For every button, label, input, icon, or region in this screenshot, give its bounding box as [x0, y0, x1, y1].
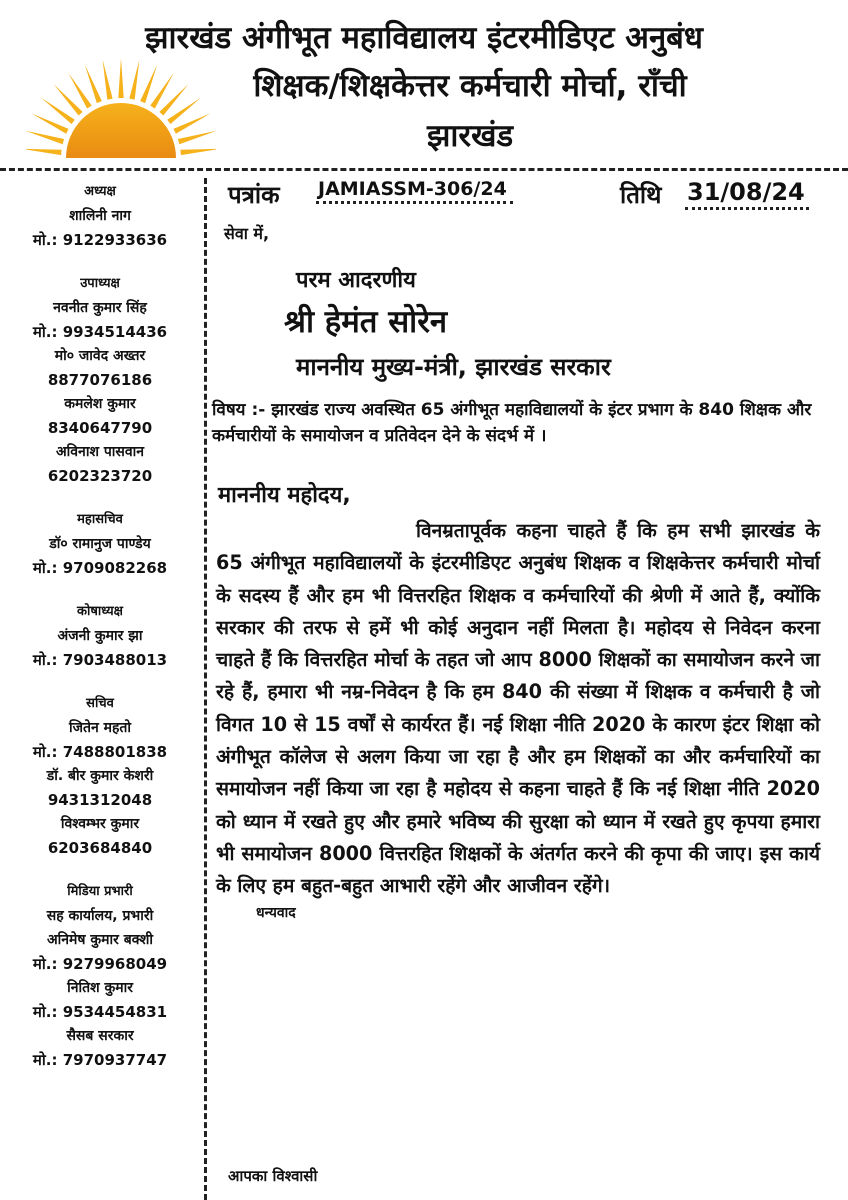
member-phone: मो.: 9709082268	[32, 559, 168, 577]
member-phone: मो.: 7903488013	[32, 651, 168, 669]
office-role: अध्यक्ष	[84, 184, 116, 199]
office-bearer-group	[0, 272, 200, 488]
thanks-line: धन्यवाद	[256, 904, 296, 921]
office-role: मिडिया प्रभारी	[67, 884, 133, 899]
reference-line	[220, 176, 832, 212]
member-phone: 6202323720	[47, 467, 153, 485]
office-role: महासचिव	[77, 512, 123, 527]
office-bearer-group	[0, 508, 200, 580]
subject-line: विषय :- झारखंड राज्य अवस्थित 65 अंगीभूत महाविद्यालयों के इंटर प्रभाग के 840 शिक्षक और कर्मचारीयों के समायोजन व प्रतिवेदन देने के संदर्भ में ।	[212, 400, 812, 446]
member-phone: मो.: 9534454831	[32, 1003, 168, 1021]
addressee-designation: माननीय मुख्य-मंत्री, झारखंड सरकार	[296, 353, 611, 381]
member-name: डॉ. बीर कुमार केशरी	[46, 768, 154, 784]
member-phone: 8877076186	[47, 371, 153, 389]
office-bearers-sidebar	[0, 180, 200, 1092]
letterhead	[0, 0, 848, 172]
member-phone: मो.: 7970937747	[32, 1051, 168, 1069]
sun-ray	[26, 149, 62, 155]
date-label: तिथि	[620, 181, 662, 209]
letter-body	[212, 176, 832, 922]
sun-ray	[103, 60, 113, 100]
member-name: अविनाश पासवान	[55, 444, 145, 460]
salutation: माननीय महोदय,	[218, 483, 351, 508]
sidebar-divider	[204, 178, 207, 1200]
office-role: कोषाध्यक्ष	[77, 604, 123, 619]
member-phone: 6203684840	[47, 839, 153, 857]
member-name: डॉ० रामानुज पाण्डेय	[49, 536, 151, 552]
member-name: अनिमेष कुमार बक्शी	[46, 932, 154, 948]
date-value: 31/08/24	[685, 178, 809, 210]
member-name: नवनीत कुमार सिंह	[53, 300, 147, 316]
org-title-line3: झारखंड	[426, 118, 514, 154]
member-phone: मो.: 9279968049	[32, 955, 168, 973]
member-name: अंजनी कुमार झा	[57, 628, 143, 644]
member-name: सैसब सरकार	[66, 1028, 134, 1044]
office-bearer-group	[0, 600, 200, 672]
header-divider	[0, 168, 848, 171]
addressee-name: श्री हेमंत सोरेन	[284, 304, 448, 340]
office-bearer-group	[0, 692, 200, 860]
org-title-line1: झारखंड अंगीभूत महाविद्यालय इंटरमीडिएट अनुबंध	[145, 20, 703, 56]
ref-label: पत्रांक	[228, 181, 280, 209]
member-name: कमलेश कुमार	[64, 396, 136, 412]
member-phone: 8340647790	[47, 419, 153, 437]
member-name: मो० जावेद अख्तर	[54, 348, 146, 364]
member-name: जितेन महतो	[68, 720, 132, 736]
member-name: शालिनी नाग	[69, 208, 131, 224]
member-name: सह कार्यालय, प्रभारी	[46, 908, 154, 924]
sun-ray	[85, 65, 102, 103]
office-role: सचिव	[86, 696, 114, 711]
member-name: नितिश कुमार	[67, 980, 133, 996]
to-line: सेवा में,	[224, 224, 270, 243]
org-title-line2: शिक्षक/शिक्षकेत्तर कर्मचारी मोर्चा, राँची	[253, 68, 687, 104]
member-phone: मो.: 9122933636	[32, 231, 168, 249]
office-role: उपाध्यक्ष	[80, 276, 120, 291]
member-phone: मो.: 7488801838	[32, 743, 168, 761]
member-phone: 9431312048	[47, 791, 153, 809]
office-bearer-group	[0, 180, 200, 252]
letter-paragraph: विनम्रतापूर्वक कहना चाहते हैं कि हम सभी झारखंड के 65 अंगीभूत महाविद्यालयों के इंटरमीडिएट अनुबंध शिक्षक व शिक्षकेत्तर कर्मचारी मोर्चा के सदस्य हैं और हम भी वित्तरहित शिक्षक व कर्मचारियों की श्रेणी में आते हैं, क्योंकि सरकार की तरफ से हमें भी कोई अनुदान नहीं मिलता है। महोदय से निवेदन करना चाहते हैं कि वित्तरहित मोर्चा के तहत जो आप 8000 शिक्षकों का समायोजन करने जा रहे हैं, हमारा भी नम्र-निवेदन है कि हम 840 की संख्या में शिक्षक व कर्मचारी है जो विगत 10 से 15 वर्षों से कार्यरत हैं। नई शिक्षा नीति 2020 के कारण इंटर शिक्षा को अंगीभूत कॉलेज से अलग किया जा रहा है और हम शिक्षकों का और कर्मचारियों का समायोजन नहीं किया जा रहा है महोदय से कहना चाहते हैं कि नई शिक्षा नीति 2020 को ध्यान में रखते हुए और हमारे भविष्य की सुरक्षा को ध्यान में रखते हुए कृपया हमारा भी समायोजन 8000 वित्तरहित शिक्षकों के अंतर्गत करने की कृपा की जाए। इस कार्य के लिए हम बहुत-बहुत आभारी रहेंगे और आजीवन रहेंगे।	[216, 519, 820, 898]
member-phone: मो.: 9934514436	[32, 323, 168, 341]
member-name: विश्वम्भर कुमार	[60, 816, 140, 832]
signoff: आपका विश्वासी	[228, 1167, 318, 1185]
ref-number: JAMIASSM-306/24	[316, 178, 513, 204]
addressee-honorific: परम आदरणीय	[296, 268, 416, 293]
sun-ray	[26, 131, 64, 145]
office-bearer-group	[0, 880, 200, 1072]
